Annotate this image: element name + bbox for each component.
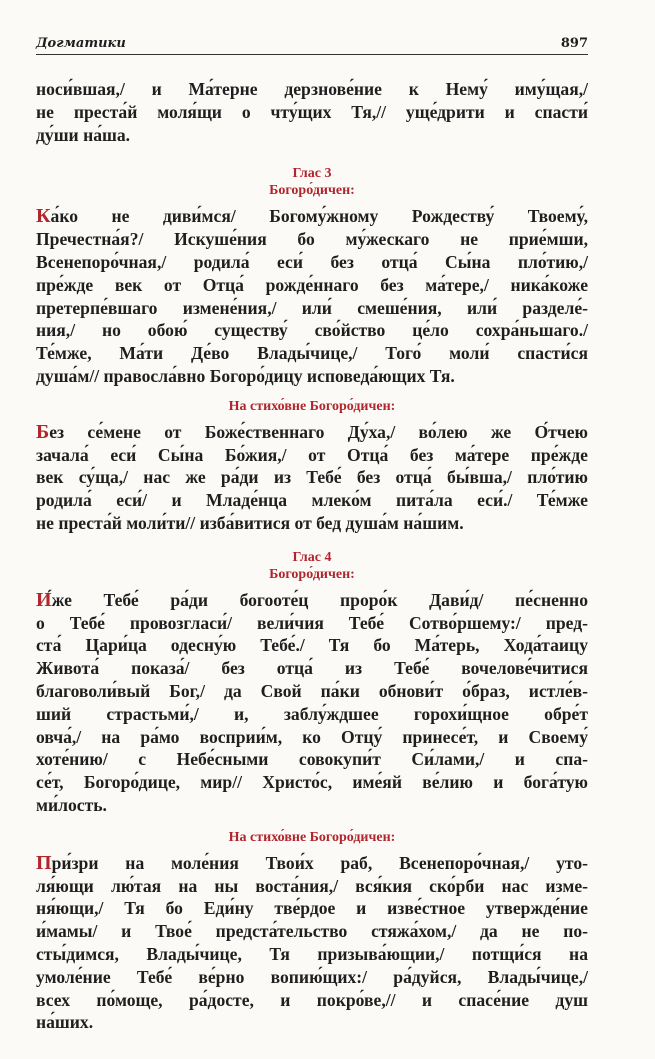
section-subheading: Богоро́дичен: (269, 183, 355, 199)
text-line: ми́лость. (36, 794, 107, 815)
text-line: ля́ющи лю́тая на ны воста́ния,/ вся́кия ско́рби нас изме- (36, 875, 588, 896)
drop-initial: П (36, 851, 52, 874)
text-line: зачала́ еси́ Сы́на Бо́жия,/ от Отца́ без ма́тере пре́жде (36, 444, 588, 465)
page-number: 897 (560, 36, 588, 51)
text-line: душа́м// правосла́вно Богоро́дицу исповеда́ющих Тя. (36, 365, 455, 386)
text-line: претерпе́вшаго измене́ния,/ или́ смеше́ния, или́ разделе́- (36, 297, 588, 318)
section-heading: На стихо́вне Богоро́дичен: (228, 398, 396, 414)
text-line: всех по́моще, ра́досте, и покро́ве,// и спасе́ние душ (36, 989, 588, 1010)
text-line: благоволи́вый Бог,/ да Свой па́ки обнови́т о́браз, истле́в- (36, 680, 588, 701)
hymn-text-glas3 (36, 205, 588, 387)
drop-initial: И (36, 588, 52, 611)
text-line: ня́ющи,/ Тя бо Еди́ну тве́рдое и изве́стное утвержде́ние (36, 898, 588, 919)
text-line: И́же Тебе́ ра́ди богооте́ц проро́к Дави́д/ пе́сненно (36, 588, 588, 611)
text-line: Те́мже, Ма́ти Де́во Влады́чице,/ Того́ моли́ спасти́ся (36, 343, 588, 364)
text-line: Пречестна́я?/ Искуше́ния бо му́жескаго не прие́мши, (36, 229, 588, 250)
text-line: не преста́й моля́щи о чту́щих Тя,// уще́дрити и спасти́ (36, 101, 588, 122)
text-line: Без се́мене от Боже́ственнаго Ду́ха,/ во́лею же О́тчею (36, 420, 588, 443)
page (36, 36, 588, 1034)
text-line: се́т, Богоро́дице, мир// Христо́с, име́яй ве́лию и бога́тую (36, 772, 588, 793)
text-line: Всенепоро́чная,/ родила́ еси́ без отца́ Сы́на пло́тию,/ (36, 251, 588, 272)
hymn-text-stichera-1 (36, 421, 588, 535)
text-line: на́ших. (36, 1012, 94, 1033)
text-line: ду́ши на́ша. (36, 124, 131, 145)
hymn-text-stichera-2 (36, 852, 588, 1034)
text-line: не преста́й моли́ти// изба́витися от бед душа́м на́шим. (36, 512, 464, 533)
text-line: При́зри на моле́ния Твои́х раб, Всенепоро́чная,/ уто- (36, 851, 588, 874)
section-subheading: Богоро́дичен: (269, 566, 355, 582)
drop-initial: К (36, 205, 51, 228)
text-line: ста́ Цари́ца одесну́ю Тебе́./ Тя бо Ма́терь, Хода́таицу (36, 635, 588, 656)
text-line: Живота́ показа́/ без отца́ из Тебе́ вочелове́читися (36, 658, 588, 679)
text-line: родила́ еси́/ и Младе́нца млеко́м пита́ла еси́./ Те́мже (36, 490, 588, 511)
text-line: Ка́ко не диви́мся/ Богому́жному Рождеству́ Твоему́, (36, 205, 588, 228)
text-block-1 (36, 78, 588, 146)
text-line: хоте́нию/ с Небе́сными совокупи́т Си́лами,/ и спа- (36, 749, 588, 770)
text-line: умоле́ние Тебе́ ве́рно вопию́щих:/ ра́дуйся, Влады́чице,/ (36, 966, 588, 987)
text-line: овча́,/ на ра́мо восприи́м, ко Отцу́ принесе́т, и Своему́ (36, 726, 588, 747)
section-heading: Глас 4 (292, 549, 332, 565)
text-line: и́мамы/ и Твое́ предста́тельство стяжа́хом,/ да не по- (36, 921, 588, 942)
text-line: носи́вшая,/ и Ма́терне дерзнове́ние к Нему́ иму́щая,/ (36, 79, 588, 99)
section-heading: Глас 3 (292, 166, 332, 182)
text-line: ший страстьми́,/ и, заблу́ждшее горохи́щное обре́т (36, 703, 588, 724)
text-line: век су́ща,/ нас же ра́ди из Тебе́ без отца́ бы́вша,/ пло́тию (36, 467, 588, 488)
text-line: о Тебе́ провозгласи́/ вели́чия Тебе́ Сотво́ршему:/ пред- (36, 612, 588, 633)
running-head (36, 36, 588, 55)
text-line: пре́жде век от Отца́ рожде́ннаго без ма́тере,/ ника́коже (36, 274, 588, 295)
section-heading: На стихо́вне Богоро́дичен: (228, 829, 396, 845)
spacer (36, 55, 588, 78)
running-title: Догматики (36, 36, 126, 51)
drop-initial: Б (36, 420, 50, 443)
text-line: сты́димся, Влады́чице, Тя призыва́ющии,/ потщи́ся на (36, 943, 588, 964)
hymn-text-glas4 (36, 589, 588, 817)
text-line: ния,/ но обою́ существу́ сво́йство це́ло сохра́ньшаго./ (36, 320, 588, 341)
